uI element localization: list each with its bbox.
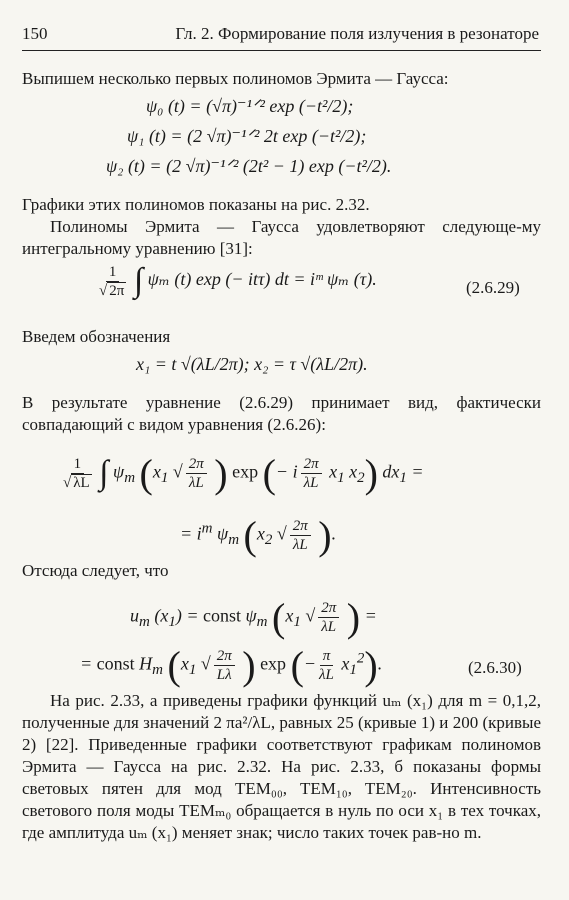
integral-sign: ∫ [99,454,109,492]
equation-definitions: x₁ = t √(λL/2π); x₂ = τ √(λL/2π). [136,354,368,374]
equation-number-2-6-29: (2.6.29) [466,278,520,297]
equation-2-6-29-body: ψₘ (t) exp (− itτ) dt = iᵐ ψₘ (τ). [147,269,377,290]
page-number: 150 [22,24,48,43]
fraction-1-over-sqrt2pi: $\frac{1}{√ 2\pi}$ [99,263,125,299]
paragraph-consequence: Отсюда следует, что [22,561,169,580]
equation-psi0: ψ₀ (t) = (√π)⁻¹ᐟ² exp (−t²/2); [146,96,354,116]
page-header [22,24,539,44]
paragraph-figures: На рис. 2.33, а приведены графики функций uₘ (x₁) для m = 0,1,2, полученные для значений 2 πa²/λL, равных 25 (кривые 1) и 200 (кривые 2) [22]. Приведенные графики соответствуют графикам полиномов Эрмита — Гаусса на рис. 2.32. На рис. 2.33, б показаны формы световых пятен для мод TEM₀₀, TEM₁₀, TEM₂₀. Интенсивность светового поля моды TEMₘ₀ обращается в нуль по оси x₁ в тех точках, где амплитуда uₘ (x₁) меняет знак; число таких точек рав-но m. [22,691,541,842]
paragraph-graphs: Графики этих полиномов показаны на рис. 2.32. [22,195,370,214]
equation-transformed-line1: $\frac{1}{√ \lambda L}$ ∫ $\psi_m$ ($x_1$ √ $\frac{2\pi}{\lambda L}$ ) exp (− i $\frac{2\pi}{\lambda L}$ $x_1$ $x_2$) $dx_1$ = [63,451,424,496]
integral-sign: ∫ [133,262,144,299]
equation-2-6-30-line2: = const $H_m$ ($x_1$ √ $\frac{2\pi}{L\lambda}$ ) exp (− $\frac{\pi}{\lambda L}$ $x_1^2$). [80,643,383,688]
equation-2-6-30-line1: $u_m$ $(x_1)$ = const $\psi_m$ ($x_1$ √ $\frac{2\pi}{\lambda L}$ ) = [130,595,377,640]
equation-number-2-6-30: (2.6.30) [468,658,522,677]
paragraph-integral-intro: Полиномы Эрмита — Гаусса удовлетворяют следующе-му интегральному уравнению [31]: [22,217,541,258]
paragraph-result: В результате уравнение (2.6.29) принимает вид, фактически совпадающий с видом уравнения (2.6.26): [22,393,541,434]
equation-psi1: ψ₁ (t) = (2 √π)⁻¹ᐟ² 2t exp (−t²/2); [127,126,367,146]
running-title: Гл. 2. Формирование поля излучения в резонаторе [175,24,539,43]
equation-2-6-29 [96,262,377,300]
paragraph-intro: Выпишем несколько первых полиномов Эрмита — Гаусса: [22,69,449,88]
paragraph-notation: Введем обозначения [22,327,171,346]
equation-psi2: ψ₂ (t) = (2 √π)⁻¹ᐟ² (2t² − 1) exp (−t²/2). [106,156,392,176]
header-rule [22,50,541,51]
equation-transformed-line2: = $i^m$ $\psi_m$ ($x_2$ √ $\frac{2\pi}{\lambda L}$ ). [180,513,337,558]
